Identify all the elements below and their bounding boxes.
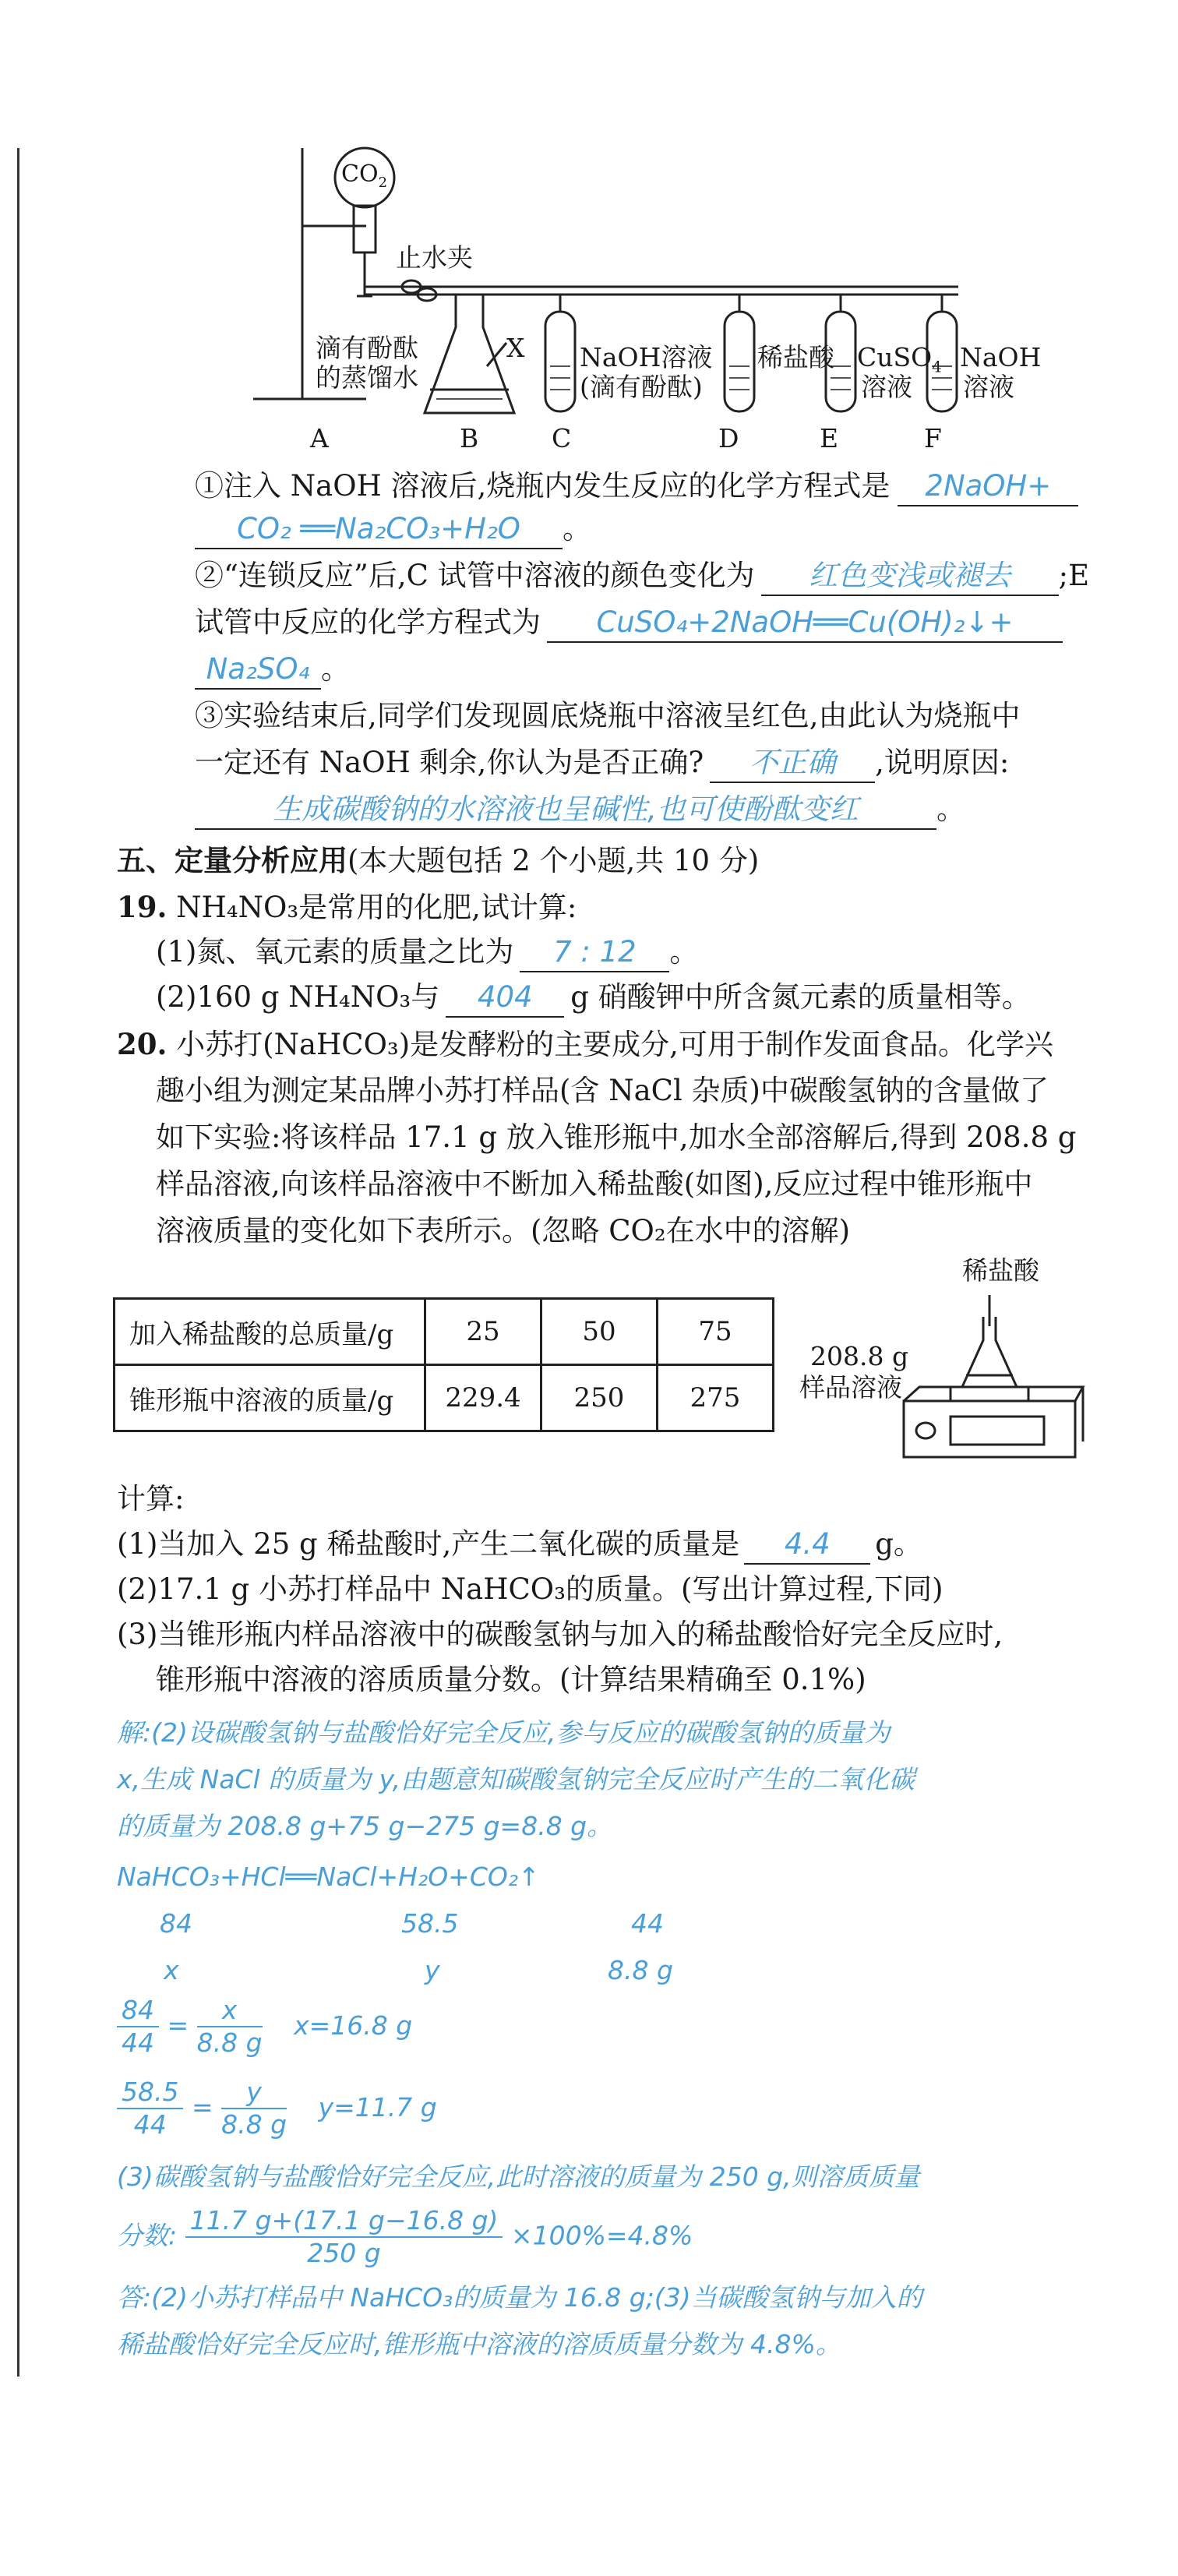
clamp-label: 止水夹 xyxy=(396,242,473,273)
x-label: X xyxy=(506,333,525,363)
table-row xyxy=(115,1299,774,1365)
q20-calc3-line2: 锥形瓶中溶液的溶质质量分数。(计算结果精确至 0.1%) xyxy=(156,1663,866,1696)
phenol-water-label-1: 滴有酚酞 xyxy=(316,333,418,363)
table-cell: 229.4 xyxy=(425,1365,541,1431)
q18-part1-line1: ①注入 NaOH 溶液后,烧瓶内发生反应的化学方程式是 2NaOH+ xyxy=(195,468,1078,506)
table-cell: 75 xyxy=(658,1299,774,1365)
test-tube-d xyxy=(725,312,754,411)
letter-f: F xyxy=(924,423,942,453)
table-cell: 250 xyxy=(541,1365,658,1431)
var-y: y xyxy=(425,1955,440,1985)
q20-calc3-line1: (3)当锥形瓶内样品溶液中的碳酸氢钠与加入的稀盐酸恰好完全反应时, xyxy=(117,1618,1003,1651)
table-cell: 275 xyxy=(658,1365,774,1431)
q19-stem: 19. NH₄NO₃是常用的化肥,试计算: xyxy=(117,890,577,924)
q19-part2: (2)160 g NH₄NO₃与 404 g 硝酸钾中所含氮元素的质量相等。 xyxy=(156,979,1031,1018)
tube-c-label-2: (滴有酚酞) xyxy=(580,372,703,402)
tube-f-label-2: 溶液 xyxy=(963,372,1014,402)
q18-part3-line2: 一定还有 NaOH 剩余,你认为是否正确? 不正确 ,说明原因: xyxy=(195,744,1009,783)
q20-calc2: (2)17.1 g 小苏打样品中 NaHCO₃的质量。(写出计算过程,下同) xyxy=(117,1572,943,1606)
q20-line5: 溶液质量的变化如下表所示。(忽略 CO₂在水中的溶解) xyxy=(156,1214,851,1247)
tube-d-label: 稀盐酸 xyxy=(757,342,834,372)
test-tube-c xyxy=(545,312,575,411)
table-row-head: 锥形瓶中溶液的质量/g xyxy=(115,1365,425,1431)
molar-mass-3: 44 xyxy=(631,1908,664,1939)
tube-c-label-1: NaOH溶液 xyxy=(580,342,713,372)
q18-part2-line1: ②“连锁反应”后,C 试管中溶液的颜色变化为 红色变浅或褪去 ;E xyxy=(195,557,1089,596)
phenol-water-label-2: 的蒸馏水 xyxy=(316,362,418,393)
ratio-y: $\frac{58.5}{44}$ = $\frac{y}{8.8 g}$ y=11.7 g xyxy=(117,2077,437,2140)
tube-f-label-1: NaOH xyxy=(960,342,1042,372)
letter-d: D xyxy=(718,423,739,453)
table-row xyxy=(115,1365,774,1431)
solution-line1: 解:(2)设碳酸氢钠与盐酸恰好完全反应,参与反应的碳酸氢钠的质量为 xyxy=(117,1717,891,1748)
q18-part2-line3: Na₂SO₄ 。 xyxy=(195,651,350,690)
tube-e-label-1: CuSO$_4$ xyxy=(857,342,942,376)
answer-line2: 稀盐酸恰好完全反应时,锥形瓶中溶液的溶质质量分数为 4.8%。 xyxy=(117,2329,841,2359)
q20-calc1: (1)当加入 25 g 稀盐酸时,产生二氧化碳的质量是 4.4 g。 xyxy=(117,1526,922,1565)
molar-mass-1: 84 xyxy=(160,1908,192,1939)
table-cell: 25 xyxy=(425,1299,541,1365)
acid-mass-table xyxy=(113,1297,774,1432)
tube-e-label-2: 溶液 xyxy=(861,372,912,402)
fig-sample-label: 样品溶液 xyxy=(799,1372,902,1403)
var-co2: 8.8 g xyxy=(608,1955,673,1985)
q20-line3: 如下实验:将该样品 17.1 g 放入锥形瓶中,加水全部溶解后,得到 208.8 g xyxy=(156,1120,1077,1154)
balance-figure xyxy=(888,1262,1091,1480)
q20-line1: 20. 小苏打(NaHCO₃)是发酵粉的主要成分,可用于制作发面食品。化学兴 xyxy=(117,1027,1053,1061)
q20-line4: 样品溶液,向该样品溶液中不断加入稀盐酸(如图),反应过程中锥形瓶中 xyxy=(156,1167,1033,1201)
co2-label: $CO_2$ xyxy=(341,161,388,191)
fig-acid-label: 稀盐酸 xyxy=(962,1255,1039,1286)
conical-flask-b xyxy=(425,295,514,413)
letter-c: C xyxy=(552,423,572,453)
apparatus-diagram xyxy=(0,0,1178,483)
q18-part2-line2: 试管中反应的化学方程式为 CuSO₄+2NaOH══Cu(OH)₂↓+ xyxy=(195,604,1063,643)
table-row-head: 加入稀盐酸的总质量/g xyxy=(115,1299,425,1365)
q19-part1: (1)氮、氧元素的质量之比为 7 : 12 。 xyxy=(156,933,698,972)
letter-e: E xyxy=(820,423,839,453)
solution-line3: 的质量为 208.8 g+75 g−275 g=8.8 g。 xyxy=(117,1811,613,1841)
solution-line4: (3)碳酸氢钠与盐酸恰好完全反应,此时溶液的质量为 250 g,则溶质质量 xyxy=(117,2161,920,2192)
section5-heading: 五、定量分析应用(本大题包括 2 个小题,共 10 分) xyxy=(117,843,760,877)
letter-b: B xyxy=(460,423,479,453)
ratio-x: $\frac{84}{44}$ = $\frac{x}{8.8 g}$ x=16.8 g xyxy=(117,1995,412,2059)
solution-fraction: 分数: $\frac{11.7 g+(17.1 g-16.8 g)}{250 g}$ ×100%=4.8% xyxy=(117,2205,693,2268)
solution-equation: NaHCO₃+HCl══NaCl+H₂O+CO₂↑ xyxy=(117,1861,540,1892)
q18-part1-line2: CO₂ ══Na₂CO₃+H₂O 。 xyxy=(195,510,591,549)
letter-a: A xyxy=(310,423,329,453)
balance-body xyxy=(904,1401,1075,1457)
fig-mass-label: 208.8 g xyxy=(810,1341,909,1371)
q20-line2: 趣小组为测定某品牌小苏打样品(含 NaCl 杂质)中碳酸氢钠的含量做了 xyxy=(156,1074,1049,1107)
var-x: x xyxy=(164,1955,179,1985)
molar-mass-2: 58.5 xyxy=(401,1908,459,1939)
solution-line2: x,生成 NaCl 的质量为 y,由题意知碳酸氢钠完全反应时产生的二氧化碳 xyxy=(117,1764,915,1794)
table-cell: 50 xyxy=(541,1299,658,1365)
q18-part3-line3: 生成碳酸钠的水溶液也呈碱性,也可使酚酞变红 。 xyxy=(195,791,965,830)
q18-part3-line1: ③实验结束后,同学们发现圆底烧瓶中溶液呈红色,由此认为烧瓶中 xyxy=(195,699,1021,732)
answer-line1: 答:(2)小苏打样品中 NaHCO₃的质量为 16.8 g;(3)当碳酸氢钠与加入的 xyxy=(117,2282,922,2313)
calc-label: 计算: xyxy=(117,1482,185,1516)
